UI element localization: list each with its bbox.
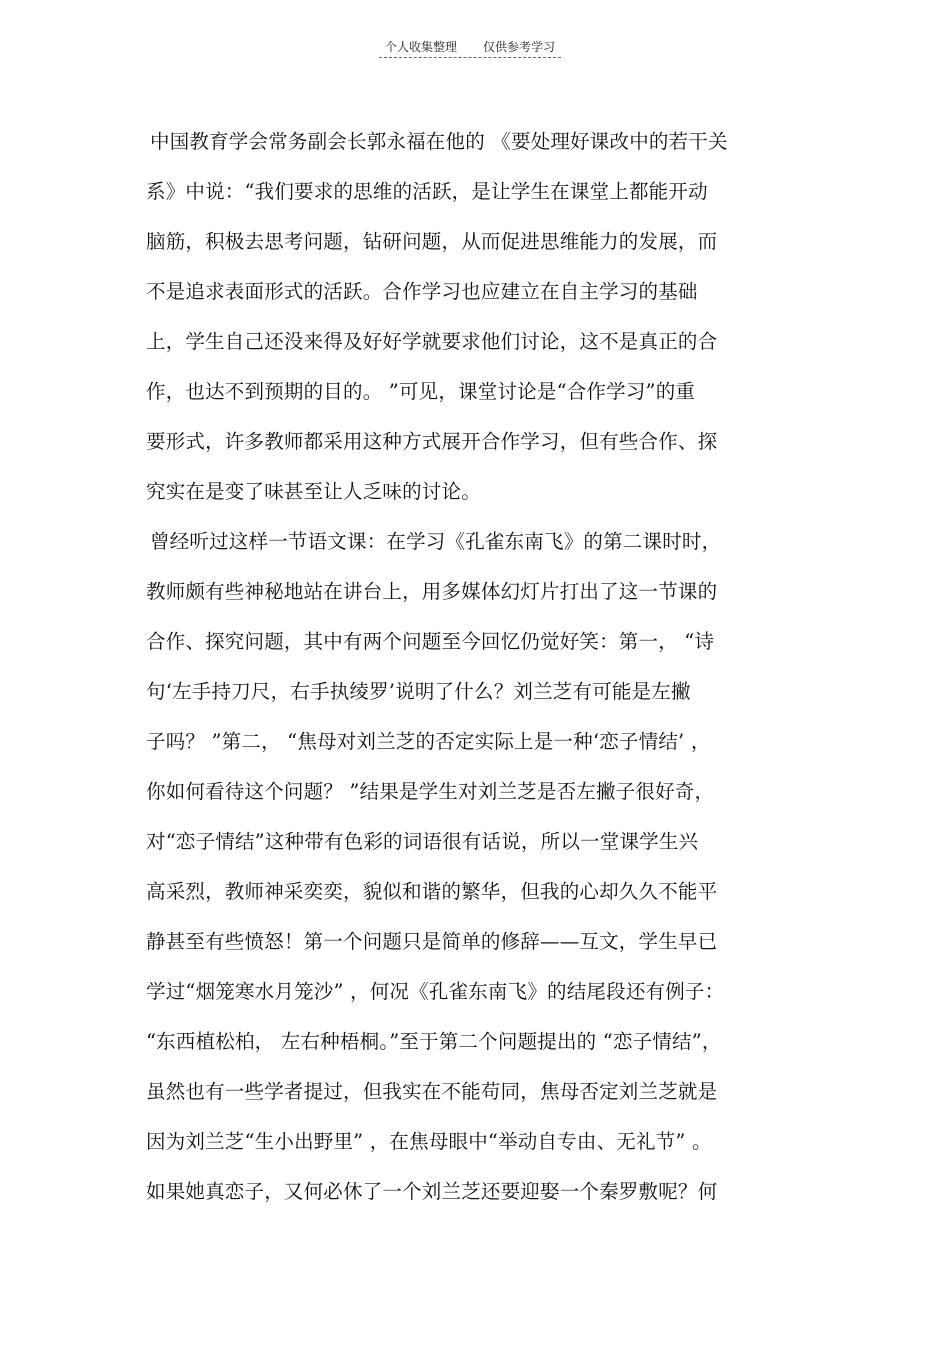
text-line: 曾经听过这样一节语文课：在学习《孔雀东南飞》的第二课时时， [150, 530, 722, 553]
header-right-text: 仅供参考学习 [483, 40, 556, 54]
text-line: 脑筋，积极去思考问题，钻研问题，从而促进思维能力的发展，而 [146, 230, 718, 253]
text-line: 如果她真恋子，又何必休了一个刘兰芝还要迎娶一个秦罗敷呢？何 [146, 1180, 718, 1203]
text-line: 上，学生自己还没来得及好好学就要求他们讨论，这不是真正的合 [146, 330, 718, 353]
page-header [0, 38, 950, 58]
text-line: 究实在是变了味甚至让人乏味的讨论。 [146, 480, 481, 503]
text-line: 静甚至有些愤怒！第一个问题只是简单的修辞——互文，学生早已 [146, 930, 718, 953]
text-line: 作，也达不到预期的目的。 ”可见，课堂讨论是“合作学习”的重 [146, 380, 696, 403]
text-line: 要形式，许多教师都采用这种方式展开合作学习，但有些合作、探 [146, 430, 718, 453]
header-left-text: 个人收集整理 [384, 40, 457, 54]
text-line: 因为刘兰芝“生小出野里” ，在焦母眼中“举动自专由、无礼节” 。 [146, 1130, 712, 1153]
text-line: 中国教育学会常务副会长郭永福在他的 《要处理好课改中的若干关 [150, 130, 728, 153]
header-underline [379, 38, 561, 58]
text-line: 子吗？ ”第二， “焦母对刘兰芝的否定实际上是一种‘恋子情结’ ， [146, 730, 711, 753]
text-line: 句‘左手持刀尺，右手执绫罗’说明了什么？刘兰芝有可能是左撇 [146, 680, 691, 703]
text-line: 不是追求表面形式的活跃。合作学习也应建立在自主学习的基础 [146, 280, 698, 303]
text-line: 高采烈，教师神采奕奕，貌似和谐的繁华，但我的心却久久不能平 [146, 880, 718, 903]
text-line: 对“恋子情结”这种带有色彩的词语很有话说，所以一堂课学生兴 [146, 830, 699, 853]
text-line: 合作、探究问题，其中有两个问题至今回忆仍觉好笑：第一， “诗 [146, 630, 715, 653]
text-line: 你如何看待这个问题？ ”结果是学生对刘兰芝是否左撇子很好奇， [146, 780, 715, 803]
text-line: 教师颇有些神秘地站在讲台上，用多媒体幻灯片打出了这一节课的 [146, 580, 718, 603]
text-line: 系》中说：“我们要求的思维的活跃，是让学生在课堂上都能开动 [146, 180, 708, 203]
text-line: “东西植松柏， 左右种梧桐。”至于第二个问题提出的 “恋子情结”， [146, 1030, 722, 1053]
text-line: 虽然也有一些学者提过，但我实在不能苟同，焦母否定刘兰芝就是 [146, 1080, 718, 1103]
text-line: 学过“烟笼寒水月笼沙” ，何况《孔雀东南飞》的结尾段还有例子： [146, 980, 725, 1003]
